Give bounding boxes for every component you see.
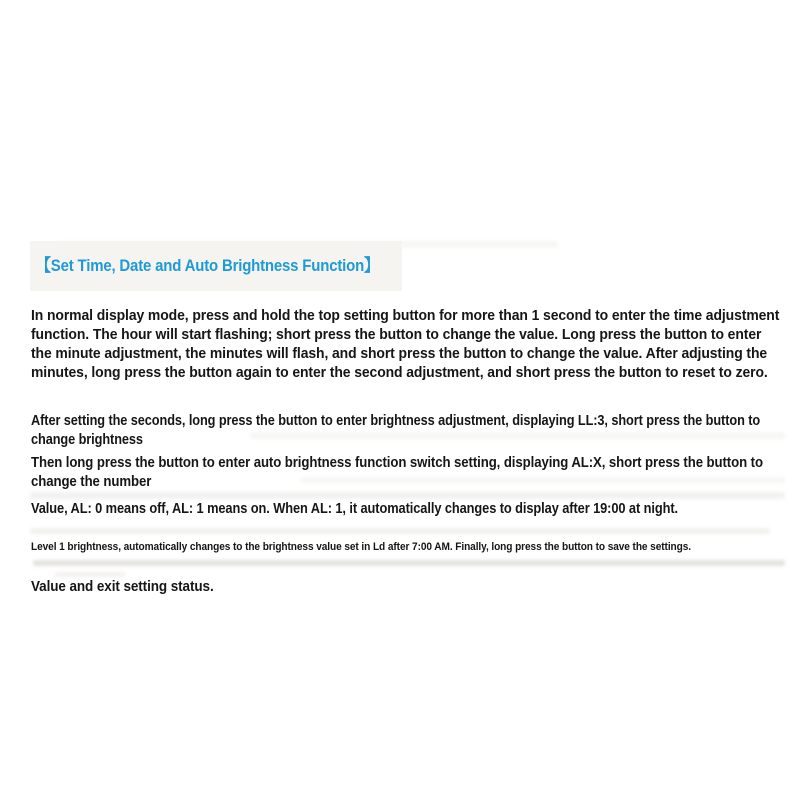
paragraph-exit-status: Value and exit setting status. <box>31 578 214 595</box>
paragraph-al-values: Value, AL: 0 means off, AL: 1 means on. When AL: 1, it automatically changes to display after 19:00 at night. <box>31 500 679 517</box>
paragraph-level1-note: Level 1 brightness, automatically changes to the brightness value set in Ld after 7:00 AM. Finally, long press the button to save the settings. <box>31 541 691 553</box>
ghost-artifact <box>33 560 785 566</box>
ghost-artifact <box>30 492 785 499</box>
paragraph-auto-brightness-switch: Then long press the button to enter auto brightness function switch setting, displaying AL:X, short press the button to change the number <box>31 454 763 490</box>
ghost-artifact <box>30 528 770 534</box>
paragraph-brightness-adjustment: After setting the seconds, long press the button to enter brightness adjustment, displaying LL:3, short press the button to change brightness <box>31 412 761 448</box>
section-heading: 【Set Time, Date and Auto Brightness Function】 <box>36 256 379 275</box>
paragraph-time-adjustment: In normal display mode, press and hold the top setting button for more than 1 second to enter the time adjustment function. The hour will start flashing; short press the button to change the value. Long press the button to enter the minute adjustment, the minutes will flash, and short press the button to change the value. After adjusting the minutes, long press the button again to enter the second adjustment, and short press the button to reset to zero. <box>31 307 780 381</box>
